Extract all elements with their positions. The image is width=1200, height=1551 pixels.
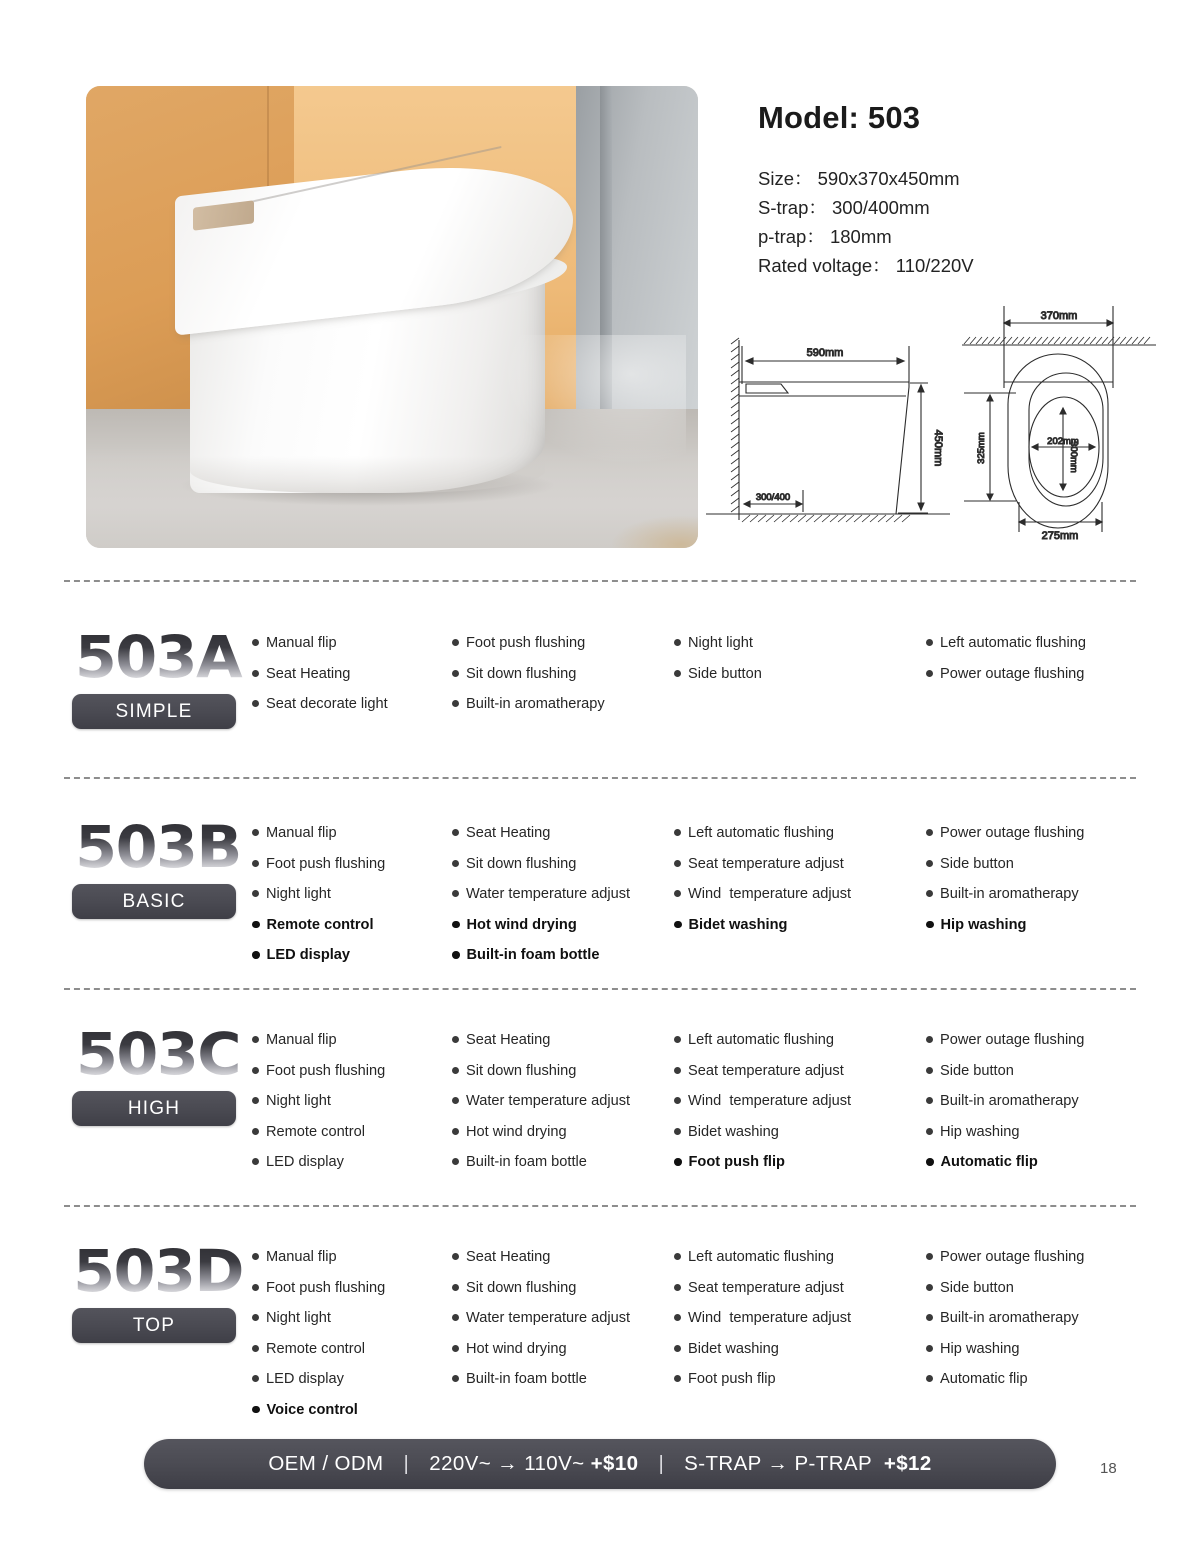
feature-label: Seat temperature adjust: [688, 855, 844, 872]
bullet-icon: [252, 860, 259, 867]
bullet-icon: [674, 1097, 681, 1104]
feature-row: [252, 1117, 1152, 1148]
feature-item: [252, 1303, 452, 1334]
feature-row: [252, 910, 1152, 941]
bullet-icon: [926, 1345, 933, 1352]
tier-badge: BASIC: [72, 884, 236, 919]
feature-row: [252, 818, 1152, 849]
feature-label: Wind temperature adjust: [688, 886, 852, 903]
feature-item: [252, 1334, 452, 1365]
feature-item: [252, 659, 452, 690]
bullet-icon: [452, 921, 460, 929]
feature-item: [252, 1056, 452, 1087]
bullet-icon: [926, 1128, 933, 1135]
feature-label: Wind temperature adjust: [688, 1093, 852, 1110]
voltage-option-price: +$10: [590, 1452, 639, 1475]
spec-p-trap: p-trap： 180mm: [758, 226, 892, 247]
feature-item: [674, 1334, 926, 1365]
feature-label: Side button: [940, 1062, 1014, 1079]
feature-label: Power outage flushing: [940, 1249, 1085, 1265]
separator-2: |: [658, 1452, 665, 1475]
feature-item: [252, 849, 452, 880]
feature-label: Hip washing: [940, 916, 1027, 933]
feature-item: [926, 818, 1152, 849]
feature-label: Automatic flip: [940, 1371, 1028, 1388]
smart-toilet-photo: [86, 86, 698, 548]
feature-item: [674, 1364, 926, 1395]
bullet-icon: [452, 639, 459, 646]
tier-badge: SIMPLE: [72, 694, 236, 729]
feature-row: [252, 628, 1152, 659]
bullet-icon: [252, 890, 259, 897]
feature-label: Seat Heating: [266, 665, 351, 682]
feature-item: [674, 1242, 926, 1273]
feature-item: [926, 628, 1152, 659]
bullet-icon: [674, 1128, 681, 1135]
feature-item: [452, 659, 674, 690]
feature-label: Remote control: [266, 1340, 365, 1357]
feature-row: [252, 1086, 1152, 1117]
feature-label: Wind temperature adjust: [688, 1310, 852, 1327]
feature-row: [252, 879, 1152, 910]
feature-label: Automatic flip: [940, 1154, 1038, 1171]
feature-item: [674, 1147, 926, 1178]
bullet-icon: [252, 700, 259, 707]
bullet-icon: [674, 890, 681, 897]
top-view-drawing: [956, 292, 1161, 550]
feature-label: Bidet washing: [688, 1340, 779, 1357]
model-code: 503A: [69, 628, 248, 686]
feature-label: Sit down flushing: [466, 855, 577, 872]
page-number: 18: [1100, 1460, 1117, 1477]
feature-item: [252, 1086, 452, 1117]
separator-1: |: [403, 1452, 410, 1475]
bullet-icon: [926, 1158, 934, 1166]
feature-label: Foot push flushing: [266, 1279, 386, 1296]
feature-label: Foot push flushing: [266, 1062, 386, 1079]
feature-item: [674, 849, 926, 880]
bullet-icon: [252, 921, 260, 929]
feature-grid: [252, 818, 1152, 971]
feature-label: Power outage flushing: [940, 665, 1085, 682]
feature-item: [452, 1025, 674, 1056]
feature-label: Night light: [266, 1093, 331, 1110]
feature-label: Hip washing: [940, 1340, 1020, 1357]
bullet-icon: [674, 1036, 681, 1043]
feature-label: Built-in aromatherapy: [940, 886, 1079, 903]
feature-label: Side button: [688, 665, 762, 682]
feature-label: Manual flip: [266, 1249, 337, 1265]
feature-item: [252, 1242, 452, 1273]
bullet-icon: [252, 1375, 259, 1382]
model-badge-503d: [72, 1237, 244, 1343]
feature-item: [926, 849, 1152, 880]
bullet-icon: [252, 1067, 259, 1074]
feature-label: Power outage flushing: [940, 825, 1085, 841]
feature-label: LED display: [266, 1371, 344, 1388]
feature-item: [252, 628, 452, 659]
feature-item: [926, 1147, 1152, 1178]
feature-grid: [252, 1242, 1152, 1426]
feature-label: Foot push flushing: [266, 855, 386, 872]
bullet-icon: [252, 1406, 260, 1414]
model-badge-503c: [72, 1020, 244, 1126]
bullet-icon: [452, 700, 459, 707]
feature-label: Manual flip: [266, 825, 337, 841]
feature-row: [252, 1303, 1152, 1334]
feature-item: [926, 1025, 1152, 1056]
floor-light-reflection: [502, 335, 686, 464]
bullet-icon: [926, 1284, 933, 1291]
bullet-icon: [452, 1067, 459, 1074]
feature-label: Voice control: [266, 1401, 358, 1418]
bullet-icon: [452, 829, 459, 836]
side-elevation-drawing: [706, 292, 950, 540]
feature-item: [674, 1303, 926, 1334]
side-width-label: 590mm: [806, 347, 844, 359]
tier-badge: TOP: [72, 1308, 236, 1343]
top-width-label: 370mm: [1040, 310, 1078, 322]
feature-item: [452, 849, 674, 880]
feature-item: [252, 940, 452, 971]
floor-speck: [612, 516, 698, 548]
feature-item: [674, 628, 926, 659]
oem-odm-label: OEM / ODM: [268, 1452, 384, 1475]
feature-item: [926, 1117, 1152, 1148]
feature-label: Built-in aromatherapy: [940, 1093, 1079, 1110]
bullet-icon: [674, 921, 682, 929]
feature-label: Water temperature adjust: [466, 886, 631, 903]
feature-item: [674, 879, 926, 910]
bullet-icon: [926, 1253, 933, 1260]
feature-item: [252, 689, 452, 720]
feature-label: Built-in foam bottle: [466, 1154, 587, 1171]
feature-label: Hot wind drying: [466, 916, 577, 933]
feature-label: LED display: [266, 947, 351, 964]
feature-label: Left automatic flushing: [688, 825, 835, 841]
feature-item: [452, 1364, 674, 1395]
feature-label: Side button: [940, 855, 1014, 872]
feature-item: [926, 659, 1152, 690]
bullet-icon: [452, 890, 459, 897]
side-height-label: 450mm: [932, 429, 944, 467]
feature-label: Water temperature adjust: [466, 1310, 631, 1327]
feature-label: Hot wind drying: [466, 1340, 567, 1357]
feature-item: [452, 1117, 674, 1148]
bullet-icon: [252, 1284, 259, 1291]
trap-option-price: +$12: [883, 1452, 932, 1475]
feature-label: Seat decorate light: [266, 696, 388, 713]
feature-label: Foot push flip: [688, 1371, 776, 1388]
feature-item: [674, 1025, 926, 1056]
feature-item: [926, 1334, 1152, 1365]
model-code: 503B: [69, 818, 248, 876]
bullet-icon: [252, 1345, 259, 1352]
feature-label: Foot push flushing: [466, 635, 586, 651]
feature-label: Manual flip: [266, 635, 337, 651]
feature-item: [674, 1086, 926, 1117]
feature-label: Seat Heating: [466, 825, 551, 841]
feature-grid: [252, 1025, 1152, 1178]
side-trap-label: 300/400: [755, 492, 791, 503]
feature-row: [252, 1364, 1152, 1395]
bullet-icon: [252, 1158, 259, 1165]
feature-item: [452, 628, 674, 659]
model-badge-503b: [72, 813, 244, 919]
divider-4: [64, 1205, 1136, 1207]
bullet-icon: [452, 1158, 459, 1165]
bullet-icon: [674, 1067, 681, 1074]
feature-row: [252, 659, 1152, 690]
divider-3: [64, 988, 1136, 990]
model-code: 503D: [69, 1242, 248, 1300]
feature-label: Seat Heating: [466, 1032, 551, 1048]
feature-item: [926, 910, 1152, 941]
bullet-icon: [926, 860, 933, 867]
feature-item: [452, 1273, 674, 1304]
bullet-icon: [252, 1128, 259, 1135]
feature-item: [252, 879, 452, 910]
model-badge-503a: [72, 623, 244, 729]
feature-label: Hip washing: [940, 1123, 1020, 1140]
bullet-icon: [674, 1314, 681, 1321]
bullet-icon: [674, 1375, 681, 1382]
feature-label: Side button: [940, 1279, 1014, 1296]
bullet-icon: [674, 1253, 681, 1260]
feature-item: [674, 1273, 926, 1304]
spec-s-trap: S-trap： 300/400mm: [758, 197, 930, 218]
options-bar: [144, 1439, 1056, 1489]
feature-label: Built-in aromatherapy: [466, 696, 605, 713]
model-code: 503C: [69, 1025, 248, 1083]
feature-item: [926, 1242, 1152, 1273]
bullet-icon: [452, 1036, 459, 1043]
bowl-width-label: 275mm: [1041, 530, 1079, 542]
page-title: Model: 503: [758, 100, 921, 135]
feature-item: [452, 1242, 674, 1273]
bullet-icon: [452, 951, 460, 959]
bullet-icon: [452, 1314, 459, 1321]
feature-item: [452, 879, 674, 910]
bullet-icon: [926, 1375, 933, 1382]
feature-item: [926, 1303, 1152, 1334]
voltage-option-label: 220V~ → 110V~: [429, 1452, 591, 1475]
feature-label: Sit down flushing: [466, 665, 577, 682]
spec-voltage: Rated voltage： 110/220V: [758, 255, 974, 276]
feature-label: Built-in foam bottle: [466, 947, 600, 964]
feature-label: Manual flip: [266, 1032, 337, 1048]
trap-option-label: S-TRAP → P-TRAP: [684, 1452, 884, 1475]
feature-item: [452, 818, 674, 849]
feature-item: [252, 818, 452, 849]
bullet-icon: [926, 921, 934, 929]
feature-label: Seat Heating: [466, 1249, 551, 1265]
bullet-icon: [452, 1097, 459, 1104]
bullet-icon: [674, 1345, 681, 1352]
bullet-icon: [674, 670, 681, 677]
bullet-icon: [252, 670, 259, 677]
feature-item: [252, 1364, 452, 1395]
feature-item: [252, 1147, 452, 1178]
divider-2: [64, 777, 1136, 779]
bullet-icon: [452, 860, 459, 867]
feature-item: [452, 689, 674, 720]
bullet-icon: [252, 1253, 259, 1260]
feature-label: Seat temperature adjust: [688, 1062, 844, 1079]
tier-badge: HIGH: [72, 1091, 236, 1126]
feature-item: [252, 910, 452, 941]
feature-item: [674, 910, 926, 941]
feature-item: [674, 818, 926, 849]
feature-row: [252, 689, 1152, 720]
product-header: [0, 0, 1200, 570]
feature-label: Sit down flushing: [466, 1062, 577, 1079]
bullet-icon: [452, 1128, 459, 1135]
feature-label: Water temperature adjust: [466, 1093, 631, 1110]
feature-item: [252, 1025, 452, 1056]
feature-label: Night light: [266, 886, 331, 903]
feature-row: [252, 1273, 1152, 1304]
feature-label: Built-in foam bottle: [466, 1371, 587, 1388]
bullet-icon: [252, 1314, 259, 1321]
bullet-icon: [452, 1345, 459, 1352]
feature-row: [252, 940, 1152, 971]
feature-item: [452, 940, 674, 971]
feature-row: [252, 1056, 1152, 1087]
bullet-icon: [926, 1067, 933, 1074]
feature-item: [926, 1086, 1152, 1117]
toilet-base: [190, 456, 545, 493]
bullet-icon: [926, 1097, 933, 1104]
feature-label: Night light: [688, 635, 753, 651]
feature-item: [452, 1147, 674, 1178]
bullet-icon: [926, 829, 933, 836]
feature-row: [252, 1395, 1152, 1426]
bullet-icon: [926, 670, 933, 677]
bullet-icon: [674, 639, 681, 646]
bullet-icon: [452, 670, 459, 677]
feature-label: Hot wind drying: [466, 1123, 567, 1140]
feature-label: Bidet washing: [688, 916, 788, 933]
spec-size: Size： 590x370x450mm: [758, 168, 960, 189]
feature-label: Left automatic flushing: [688, 1249, 835, 1265]
feature-row: [252, 1334, 1152, 1365]
feature-label: Power outage flushing: [940, 1032, 1085, 1048]
feature-label: Bidet washing: [688, 1123, 779, 1140]
feature-row: [252, 1025, 1152, 1056]
bullet-icon: [452, 1284, 459, 1291]
feature-item: [926, 879, 1152, 910]
bullet-icon: [252, 1097, 259, 1104]
feature-label: Night light: [266, 1310, 331, 1327]
feature-item: [674, 659, 926, 690]
feature-row: [252, 1242, 1152, 1273]
bullet-icon: [452, 1253, 459, 1260]
bullet-icon: [674, 829, 681, 836]
feature-row: [252, 1147, 1152, 1178]
feature-item: [252, 1273, 452, 1304]
feature-item: [452, 910, 674, 941]
feature-label: Built-in aromatherapy: [940, 1310, 1079, 1327]
bullet-icon: [926, 890, 933, 897]
feature-label: LED display: [266, 1154, 344, 1171]
feature-label: Left automatic flushing: [688, 1032, 835, 1048]
bullet-icon: [926, 639, 933, 646]
divider-1: [64, 580, 1136, 582]
bullet-icon: [252, 639, 259, 646]
feature-label: Left automatic flushing: [940, 635, 1087, 651]
feature-label: Foot push flip: [688, 1154, 785, 1171]
feature-row: [252, 849, 1152, 880]
feature-grid: [252, 628, 1152, 720]
feature-label: Seat temperature adjust: [688, 1279, 844, 1296]
feature-item: [926, 1056, 1152, 1087]
bullet-icon: [252, 1036, 259, 1043]
feature-item: [926, 1364, 1152, 1395]
spec-block: [758, 100, 1178, 280]
bullet-icon: [674, 1158, 682, 1166]
top-depth-label: 325mm: [976, 432, 987, 464]
bullet-icon: [674, 860, 681, 867]
feature-item: [252, 1395, 452, 1426]
feature-item: [926, 1273, 1152, 1304]
spec-list: [758, 164, 1178, 280]
bullet-icon: [926, 1036, 933, 1043]
bullet-icon: [674, 1284, 681, 1291]
bullet-icon: [252, 951, 260, 959]
bullet-icon: [926, 1314, 933, 1321]
feature-label: Remote control: [266, 916, 374, 933]
feature-label: Sit down flushing: [466, 1279, 577, 1296]
feature-item: [452, 1303, 674, 1334]
feature-item: [452, 1086, 674, 1117]
feature-item: [452, 1056, 674, 1087]
feature-item: [452, 1334, 674, 1365]
bullet-icon: [452, 1375, 459, 1382]
feature-item: [252, 1117, 452, 1148]
feature-item: [674, 1117, 926, 1148]
feature-label: Remote control: [266, 1123, 365, 1140]
inner-width-label: 202mm: [1047, 436, 1079, 447]
bullet-icon: [252, 829, 259, 836]
inner-depth-label: 300mm: [1068, 441, 1079, 473]
feature-item: [674, 1056, 926, 1087]
